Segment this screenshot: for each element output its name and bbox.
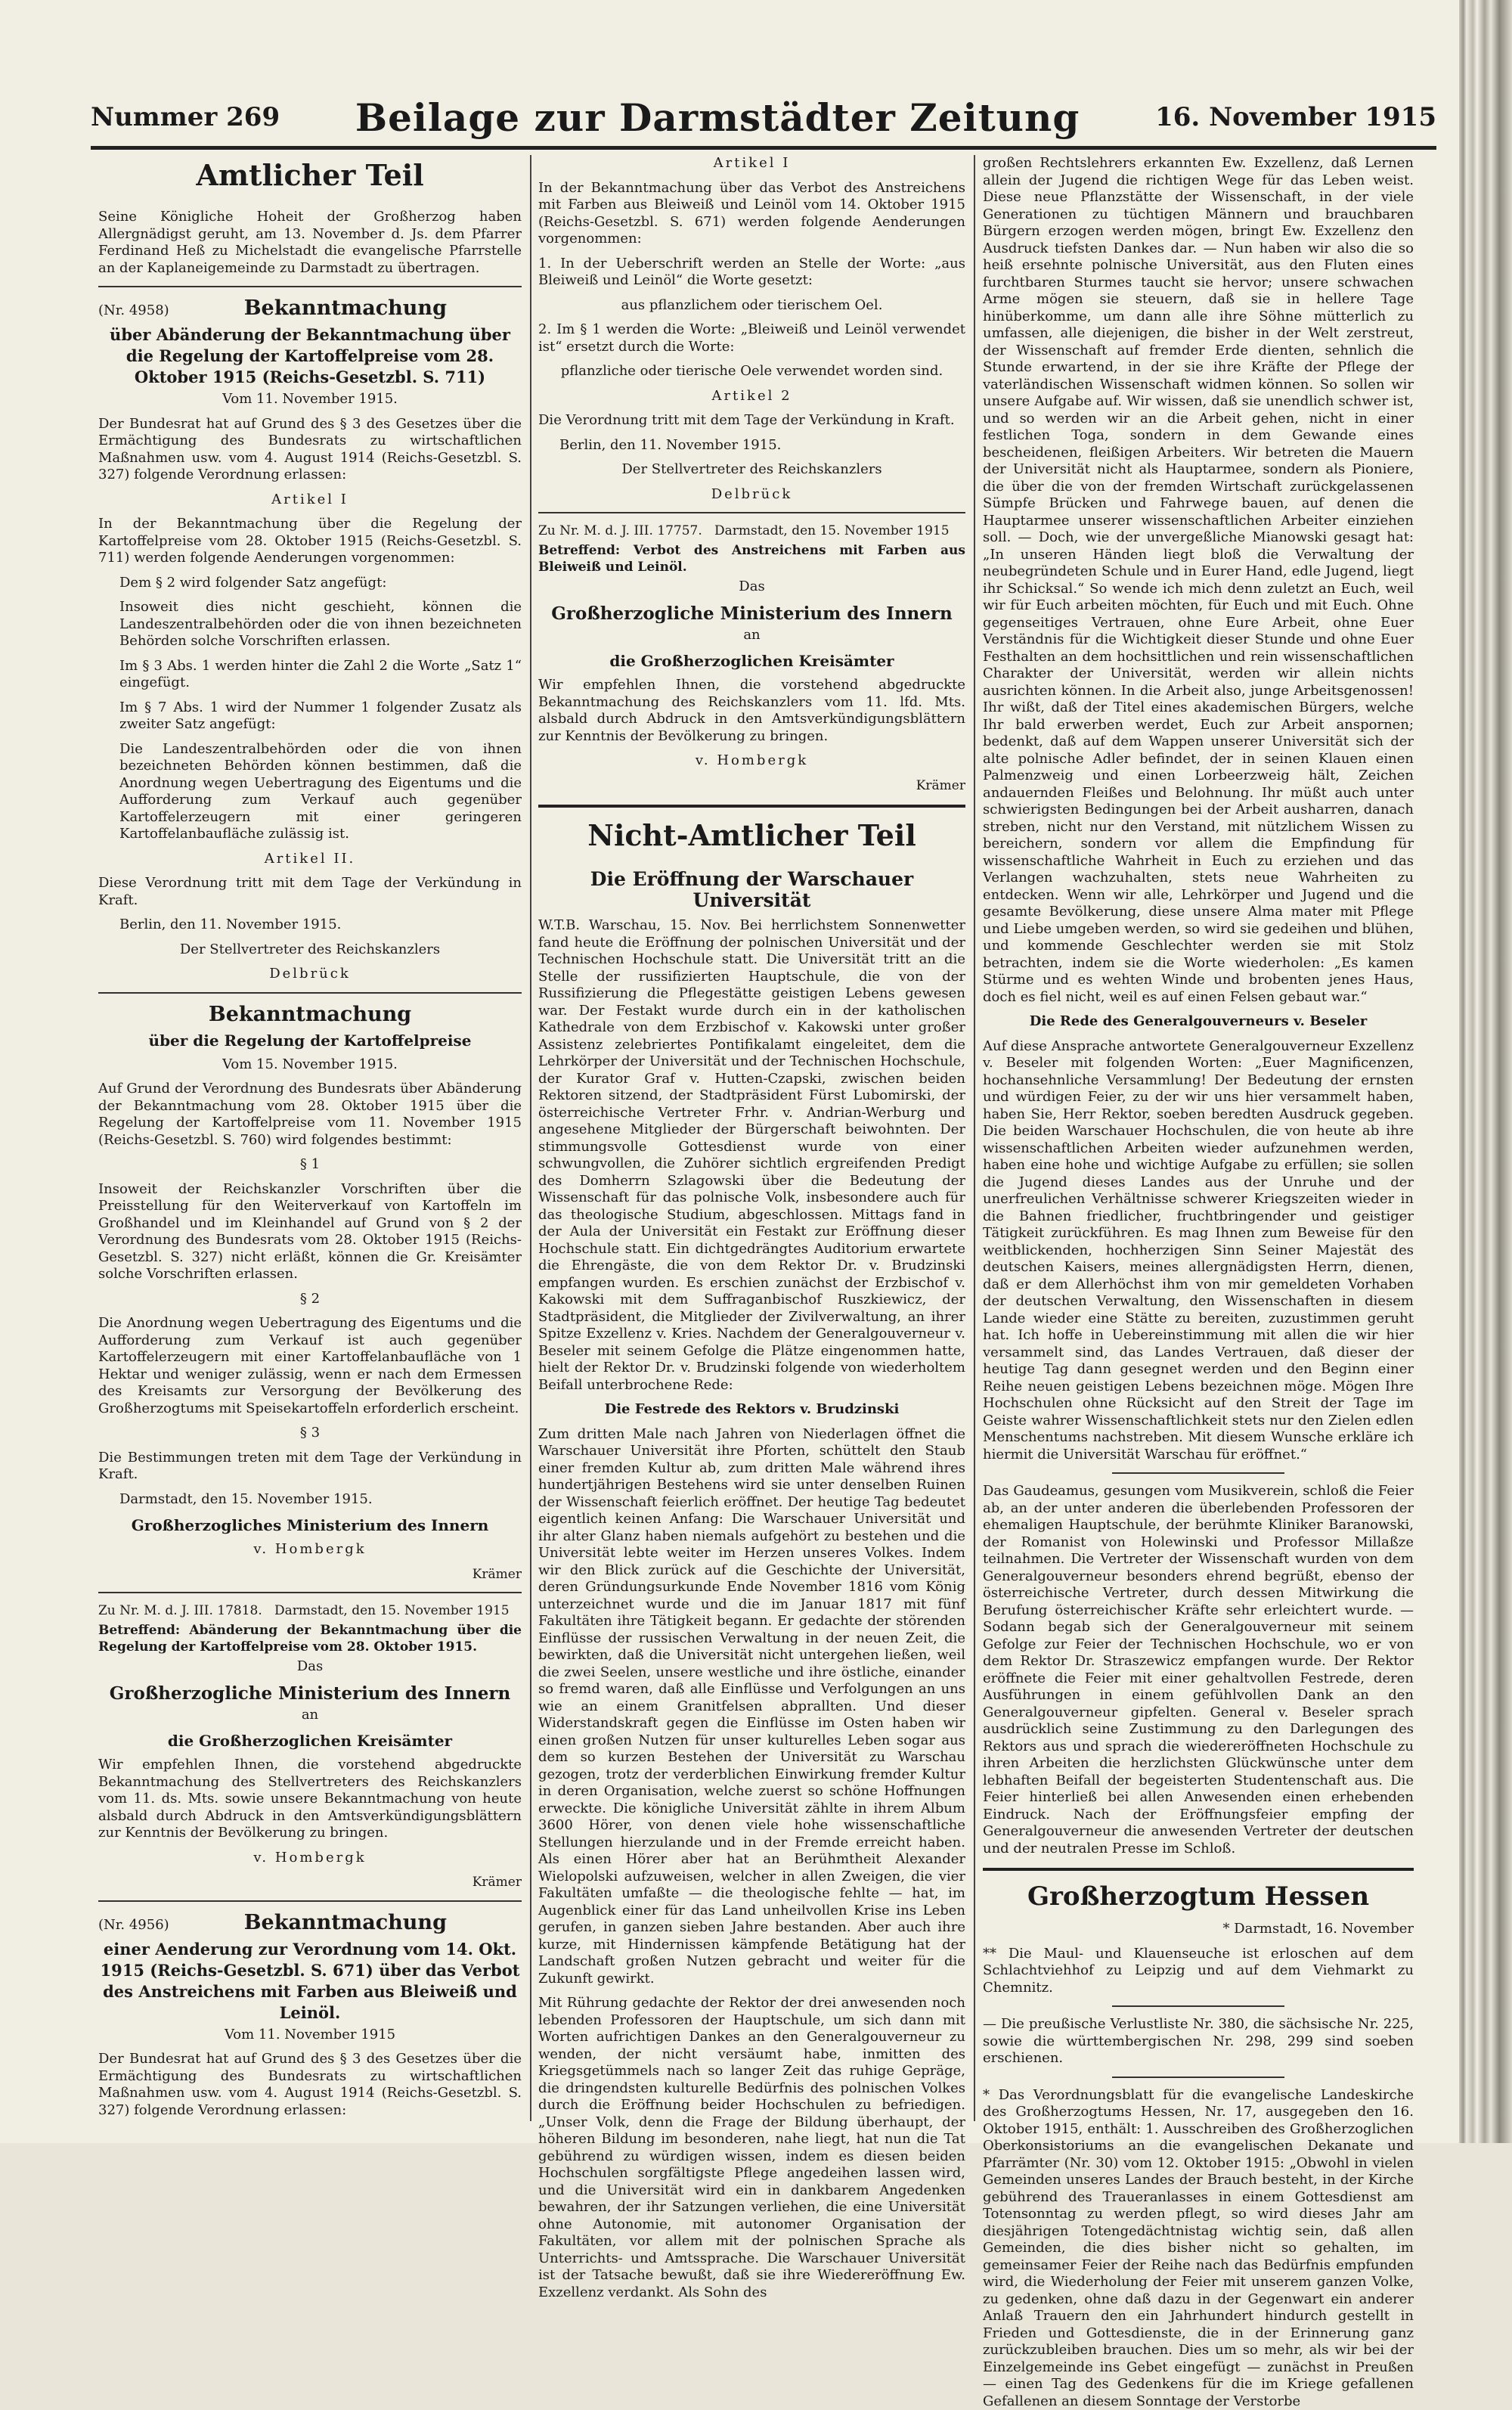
column-2 <box>538 155 965 2121</box>
signature-role: Der Stellvertreter des Reichskanzlers <box>98 941 522 959</box>
notice-subtitle: über die Regelung der Kartoffelpreise <box>98 1031 522 1050</box>
divider <box>538 805 965 808</box>
clerk-name: Krämer <box>538 777 965 795</box>
paragraph: Wir empfehlen Ihnen, die vorstehend abgedruckte Bekanntmachung des Stellvertreters des Reichskanzlers vom 11. ds. Mts. sowie unsere Bekanntmachung von heute alsbald durch Abdruck in den Amtsverkündigungsblättern zur Kenntnis der Bevölkerung zu bringen. <box>98 1757 522 1842</box>
notice-title: Bekanntmachung <box>98 1003 522 1026</box>
paragraph: Die Anordnung wegen Uebertragung des Eigentums und die Aufforderung zum Verkauf ist auch gegenüber Kartoffelerzeugern mit einer Kartoffelanbaufläche von 1 Hektar und weniger zulässig, wenn er nach dem Ermessen des Kreisamts zur Versorgung der Bevölkerung des Großherzogtums mit Speisekartoffeln erforderlich erscheint. <box>98 1315 522 1417</box>
paragraph: Diese Verordnung tritt mit dem Tage der Verkündung in Kraft. <box>98 875 522 909</box>
clerk-name: Krämer <box>98 1874 522 1891</box>
paragraph: Auf Grund der Verordnung des Bundesrats über Abänderung der Bekanntmachung vom 28. Oktober 1915 über die Regelung der Kartoffelpreise vom 11. November 1915 (Reichs-Gesetzbl. S. 760) wird folgendes bestimmt: <box>98 1081 522 1149</box>
notice-date: Vom 11. November 1915. <box>98 391 522 408</box>
column-1 <box>98 155 522 2121</box>
ref-date: Darmstadt, den 15. November 1915 <box>714 523 950 538</box>
ref-das: Das <box>98 1658 522 1676</box>
paragraph: Mit Rührung gedachte der Rektor der drei anwesenden noch lebenden Professoren der Hauptschule, um sich dann mit Worten aufrichtigen Dankes an den Generalgouverneur zu wenden, der nicht versäumt habe, inmitten des Kriegsgetümmels nach so langer Zeit das ruhige Gepräge, die dringendsten kulturelle Bedürfnis des polnischen Volkes durch die Eröffnung beider Hochschulen zu befriedigen. „Unser Volk, denn die Frage der Bildung überhaupt, der höheren Bildung im besonderen, nahe liegt, hat nun die Tat gebührend zu würdigen wissen, indem es diesen beiden Hochschulen sorgfältigste Pflege angedeihen lassen wird, und die Universität wird ein in dankbarem Angedenken bewahren, der ihr Satzungen verliehen, die eine Universität ohne Autonomie, mit autonomer Organisation der Fakultäten, vor allem mit der polnischen Sprache als Unterrichts- und Amtssprache. Die Warschauer Universität ist der Tatsache bewußt, daß sie ihre Wiedereröffnung Ew. Exzellenz verdankt. Als Sohn des <box>538 1995 965 2301</box>
notice-number: (Nr. 4958) <box>98 302 169 318</box>
section-title: Nicht-Amtlicher Teil <box>538 818 965 852</box>
ref-an: an <box>538 627 965 644</box>
column-divider <box>530 155 531 2121</box>
section-sign: § 3 <box>98 1425 522 1442</box>
divider <box>1112 2005 1284 2007</box>
paragraph: 2. Im § 1 werden die Worte: „Bleiweiß und Leinöl verwendet ist“ ersetzt durch die Worte: <box>538 321 965 355</box>
notice-number: (Nr. 4956) <box>98 1917 169 1933</box>
divider <box>983 1868 1414 1871</box>
paragraph: Die Landeszentralbehörden oder die von ihnen bezeichneten Behörden können bestimmen, daß die Anordnung wegen Uebertragung des Eigentums und die Aufforderung zum Verkauf auch gegenüber Kartoffelerzeugern mit einer geringeren Kartoffelanbaufläche zulässig ist. <box>98 741 522 843</box>
ministry-name: Großherzogliches Ministerium des Innern <box>98 1515 522 1535</box>
divider <box>98 1900 522 1902</box>
ref-id: Zu Nr. M. d. J. III. 17757. <box>538 523 702 538</box>
paragraph: Dem § 2 wird folgender Satz angefügt: <box>98 575 522 592</box>
column-divider <box>974 155 975 2121</box>
ref-an: an <box>98 1707 522 1724</box>
notice-place: Darmstadt, den 15. November 1915. <box>98 1491 522 1509</box>
subheading: Die Rede des Generalgouverneurs v. Beseler <box>983 1013 1414 1031</box>
issue-date: 16. November 1915 <box>1155 102 1436 132</box>
signature-name: v. Hombergk <box>538 752 965 770</box>
ref-subject: Betreffend: Abänderung der Bekanntmachung über die Regelung der Kartoffelpreise vom 28. Oktober 1915. <box>98 1622 522 1655</box>
paragraph: Wir empfehlen Ihnen, die vorstehend abgedruckte Bekanntmachung des Reichskanzlers vom 11. lfd. Mts. alsbald durch Abdruck in den Amtsverkündigungsblättern zur Kenntnis der Bevölkerung zu bringen. <box>538 677 965 745</box>
ref-subject: Betreffend: Verbot des Anstreichens mit Farben aus Bleiweiß und Leinöl. <box>538 542 965 575</box>
article-heading: Artikel 2 <box>538 388 965 405</box>
divider <box>1112 2077 1284 2078</box>
article-heading: Artikel I <box>538 155 965 172</box>
article-heading: Artikel II. <box>98 851 522 868</box>
recipient: die Großherzoglichen Kreisämter <box>538 651 965 671</box>
signature-place: Berlin, den 11. November 1915. <box>98 917 522 934</box>
paper-title: Beilage zur Darmstädter Zeitung <box>355 95 1080 140</box>
paragraph: Auf diese Ansprache antwortete Generalgouverneur Exzellenz v. Beseler mit folgenden Worten: „Euer Magnificenzen, hochansehnliche Versammlung! Der Bedeutung der ernsten und würdigen Feier, zu der wir uns hier versammelt haben, haben Sie, Herr Rektor, soeben beredten Ausdruck gegeben. Die beiden Warschauer Hochschulen, die von heute ab ihre wissenschaftlichen Arbeiten wieder aufzunehmen werden, haben eine hohe und wichtige Aufgabe zu erfüllen; sie sollen die Jugend dieses Landes aus der Unruhe und der unerfreulichen Verhältnisse schwerer Kriegszeiten wieder in die Bahnen friedlicher, fruchtbringender und geistiger Tätigkeit zurückführen. Es mag Ihnen zum Beweise für den weitblickenden, hochherzigen Sinn Seiner Majestät des deutschen Kaisers, meines allergnädigsten Herrn, dienen, daß er dem Allerhöchst ihm von mir gemeldeten Vorhaben der deutschen Verwaltung, den Wissenschaften in diesem Lande wieder eine Stätte zu bereiten, zuzustimmen geruht hat. Ich hoffe in Uebereinstimmung mit allen die wir hier versammelt sind, das Landes Vertrauen, daß dieser der heutige Tag dann gesegnet werden und den Beginn einer Reihe neuen geistigen Lebens bezeichnen möge. Mögen Ihre Hochschulen ohne Rücksicht auf den Streit der Tage im Geiste wahrer Wissenschaftlichkeit stets nur den Zielen edlen Menschentums nachstreben. Mit diesem Wunsche erkläre ich hiermit die Universität Warschau für eröffnet.“ <box>983 1038 1414 1464</box>
signature-place: Berlin, den 11. November 1915. <box>538 437 965 454</box>
paragraph: Im § 3 Abs. 1 werden hinter die Zahl 2 die Worte „Satz 1“ eingefügt. <box>98 658 522 692</box>
ref-das: Das <box>538 578 965 596</box>
signature-name: v. Hombergk <box>98 1850 522 1867</box>
ministry-name: Großherzogliche Ministerium des Innern <box>98 1683 522 1704</box>
paragraph: W.T.B. Warschau, 15. Nov. Bei herrlichstem Sonnenwetter fand heute die Eröffnung der polnischen Universität und der Technischen Hochschule statt. Die Universität tritt an die Stelle der russifizierten Hauptschule, die von der Russifizierung die Pflegestätte geistigen Lebens gewesen war. Der Festakt wurde durch ein in der katholischen Kathedrale von dem Erzbischof v. Kakowski unter großer Assistenz zelebriertes Pontifikalamt eingeleitet, dem die Lehrkörper der Universität und der Technischen Hochschule, der Kurator Graf v. Hutten-Czapski, zwischen beiden Rektoren sitzend, der Stadtpräsident Fürst Lubomirski, der österreichische Vertreter Frhr. v. Andrian-Werburg und angesehene Mitglieder der Bürgerschaft beiwohnten. Der stimmungsvolle Gottesdienst wurde von einer schwungvollen, die Zuhörer sichtlich ergreifenden Predigt des Domherrn Szlagowski über die Bedeutung der Wissenschaft für das polnische Volk, insbesondere auch für das theologische Studium, abgeschlossen. Mittags fand in der Aula der Universität ein Festakt zur Eröffnung dieser Hochschule statt. Ein dichtgedrängtes Auditorium erwartete die Ehrengäste, die von dem Rektor Dr. v. Brudzinski empfangen wurden. Es erschien zunächst der Erzbischof v. Kakowski mit dem Suffraganbischof Ruszkiewicz, der Stadtpräsident, die Mitglieder der Zivilverwaltung, an ihrer Spitze Exzellenz v. Kries. Nachdem der Generalgouverneur v. Beseler mit seinem Gefolge die Plätze eingenommen hatte, hielt der Rektor Dr. v. Brudzinski folgende von wiederholtem Beifall unterbrochene Rede: <box>538 917 965 1394</box>
subheading: Die Festrede des Rektors v. Brudzinski <box>538 1401 965 1419</box>
paragraph: Seine Königliche Hoheit der Großherzog haben Allergnädigst geruht, am 13. November d. Js. dem Pfarrer Ferdinand Heß zu Michelstadt die evangelische Pfarrstelle an der Kaplaneigemeinde zu Darmstadt zu übertragen. <box>98 209 522 277</box>
divider <box>98 992 522 994</box>
article-heading: Artikel I <box>98 492 522 509</box>
ref-number <box>538 523 965 539</box>
paragraph: großen Rechtslehrers erkannten Ew. Exzellenz, daß Lernen allein der Jugend die richtigen Wege für das Leben weist. Diese neue Pflanzstätte der Wissenschaft, in der viele Generationen zu tüchtigen Männern und brauchbaren Bürgern erzogen werden mögen, bringt Ew. Exzellenz den Ausdruck tiefsten Dankes dar. — Nun haben wir also die so heiß ersehnte polnische Universität, aus den Fluten eines furchtbaren Sturmes taucht sie hervor; unsere schwachen Arme mögen sie steuern, daß sie in hellere Tage hinüberkomme, um dann alle ihre Söhne mütterlich zu umfassen, alle diejenigen, die bisher in der Welt zerstreut, der Wissenschaft auf fremder Erde dienten, sehnlich die Stunde erwartend, in der sie ihre Kräfte der Pflege der vaterländischen Wissenschaft widmen können. So sollen wir unsere Aufgabe auf. Wir wissen, daß sie unendlich schwer ist, und so werden wir an die Arbeit gehen, nicht in einer festlichen Toga, sondern in dem Gewande eines bescheidenen, fleißigen Arbeiters. Wir betreten die Mauern der Universität nicht als Hauptarmee, sondern als Pioniere, die über die von der fremden Wirtschaft zurückgelassenen Sümpfe Brücken und Fahrwege bauen, auf denen die Hauptarmee unserer wissenschaftlichen Arbeiter einziehen soll. — Doch, wie der unvergeßliche Mianowski gesagt hat: „In unseren Händen liegt bloß die Verwaltung der neubegründeten Schule und in Eurer Hand, edle Jugend, liegt ihr Schicksal.“ So wende ich mich denn zuletzt an Euch, weil wir für Euch arbeiten möchten, für Euch und mit Euch. Ohne gegenseitiges Vertrauen, ohne Eure Arbeit, ohne Euer Verständnis für die Wichtigkeit dieser Stunde und ohne Euer Festhalten an dem hochsittlichen und rein wissenschaftlichen Charakter der Universität, werden wir allein nichts ausrichten können. In die Arbeit also, junge Arbeitsgenossen! Ihr wißt, daß der Titel eines akademischen Bürgers, welche Ihr bald erwerben werdet, Euch zur Arbeit anspornen; bedenkt, daß auf dem Wappen unserer Universität sich der alte polnische Adler befindet, der in seinen Klauen einen Palmenzweig und einen Lorbeerzweig hält, Zeichen andauernden Fleißes und Belohnung. Ihr müßt auch unter schwierigsten Bedingungen bei der Arbeit ausharren, danach streben, nicht nur den Verstand, mit nützlichem Wissen zu bereichern, sondern vor allem die Empfindung für wissenschaftliche Wahrheit in Euch zu erziehen und das Verlangen wachzuhalten, stets neue Wahrheiten zu entdecken. Wenn wir alle, Lehrkörper und Jugend und die gesamte Bevölkerung, diese unsere Alma mater mit Pflege und Liebe umgeben werden, so wird sie gedeihen und blühen, und kommende Geschlechter werden sie mit Stolz betrachten, indem sie die Worte wiederholen: „Es kamen Stürme und es wehten Winde und brobenten jenes Haus, doch es fiel nicht, weil es auf einen Felsen gebaut war.“ <box>983 155 1414 1006</box>
clerk-name: Krämer <box>98 1566 522 1583</box>
notice-subtitle: einer Aenderung zur Verordnung vom 14. Okt. 1915 (Reichs-Gesetzbl. S. 671) über das Verbot des Anstreichens mit Farben aus Bleiweiß und Leinöl. <box>98 1939 522 2024</box>
section-title: Großherzogtum Hessen <box>983 1881 1414 1912</box>
masthead <box>91 91 1436 144</box>
section-sign: § 1 <box>98 1156 522 1174</box>
section-sign: § 2 <box>98 1291 522 1308</box>
signature-name: Delbrück <box>538 486 965 504</box>
notice-title: Bekanntmachung <box>169 1911 522 1934</box>
recipient: die Großherzoglichen Kreisämter <box>98 1731 522 1751</box>
dateline: * Darmstadt, 16. November <box>983 1921 1414 1938</box>
paragraph: * Das Verordnungsblatt für die evangelische Landeskirche des Großherzogtums Hessen, Nr. 17, ausgegeben den 16. Oktober 1915, enthält: 1. Ausschreiben des Großherzoglichen Oberkonsistoriums an die evangelischen Dekanate und Pfarrämter (Nr. 30) vom 12. Oktober 1915: „Obwohl in vielen Gemeinden unseres Landes der Brauch besteht, in der Kirche gebührend des Traueranlasses in einem Gottesdienst am Totensonntag zu werden pflegt, so wird dieses Jahr am diesjährigen Totengedächtnistag wichtig sein, daß allen Gemeinden, die dies bisher nicht so gehalten, im gemeinsamer Feier der Reihe nach das Bedürfnis empfunden wird, die Wiederholung der Feier mit unserem ganzen Volke, zu gedenken, ohne daß dazu in der Gegenwart ein anderer Anlaß Trauern den ein Jahrhundert hindurch gestellt in Frieden und Gottesdienste, die in der Erinnerung ganz zurückzubleiben brauchen. Dies um so mehr, als wir bei der Einzelgemeinde ins Gebet eingefügt — zunächst in Preußen — einen Tag des Gedenkens für die im Kriege gefallenen Gefallenen an diesem Sonntage der Verstorbe <box>983 2087 1414 2410</box>
ministry-name: Großherzogliche Ministerium des Innern <box>538 603 965 624</box>
notice-date: Vom 11. November 1915 <box>98 2027 522 2044</box>
paragraph: Der Bundesrat hat auf Grund des § 3 des Gesetzes über die Ermächtigung des Bundesrats zu wirtschaftlichen Maßnahmen usw. vom 4. August 1914 (Reichs-Gesetzbl. S. 327) folgende Verordnung erlassen: <box>98 416 522 484</box>
paragraph: In der Bekanntmachung über die Regelung der Kartoffelpreise vom 28. Oktober 1915 (Reichs-Gesetzbl. S. 711) werden folgende Aenderungen vorgenommen: <box>98 516 522 567</box>
page-edge <box>1459 0 1512 2143</box>
paragraph: Insoweit der Reichskanzler Vorschriften über die Preisstellung für den Weiterverkauf von Kartoffeln im Großhandel und im Kleinhandel auf Grund von § 2 der Verordnung des Bundesrats vom 28. Oktober 1915 (Reichs-Gesetzbl. S. 327) nicht erläßt, können die Gr. Kreisämter solche Vorschriften erlassen. <box>98 1181 522 1283</box>
notice-date: Vom 15. November 1915. <box>98 1056 522 1074</box>
article-title: Die Eröffnung der Warschauer Universität <box>538 869 965 911</box>
ref-date: Darmstadt, den 15. November 1915 <box>274 1603 510 1618</box>
paragraph: Die Bestimmungen treten mit dem Tage der Verkündung in Kraft. <box>98 1450 522 1484</box>
paragraph: Insoweit dies nicht geschieht, können die Landeszentralbehörden oder die von ihnen bezeichneten Behörden solche Vorschriften erlassen. <box>98 599 522 650</box>
paragraph: Zum dritten Male nach Jahren von Niederlagen öffnet die Warschauer Universität ihre Pforten, schüttelt den Staub einer fremden Kultur ab, zum dritten Male während ihres hundertjährigen Bestehens wird sie unter denselben Ruinen der Wissenschaft feierlich eröffnet. Der heutige Tag bedeutet eigentlich keinen Anfang: Die Warschauer Universität und ihr alter Glanz haben niemals aufgehört zu bestehen und die Universität lebte weiter im Herzen unseres Volkes. Indem wir den Blick zurück auf die Geschichte der Universität, deren Gründungsurkunde Ende November 1816 vom König unterzeichnet wurde und die im Januar 1817 mit fünf Fakultäten ihre Tätigkeit begann. Er gedachte der störenden Einflüsse der russischen Verwaltung in der neuen Zeit, die bewirkten, daß die Universität nicht untergehen ließen, weil die zwei Seelen, unsere westliche und ihre östliche, einander so fremd waren, daß alle Einflüsse und Verfolgungen an uns wie an einem Granitfelsen abprallten. Und dieser Widerstandskraft gegen die Einflüsse im Osten haben wir einen großen Nutzen für unser kulturelles Leben sogar aus dem so kurzen Bestehen der Universität zu Warschau gezogen, trotz der verderblichen Einwirkung fremder Kultur in deren Organisation, welche zuerst so schöne Hoffnungen erweckte. Die königliche Universität zählte in ihrem Album 3600 Hörer, von denen viele hohe wissenschaftliche Stellungen hierzulande und in der Fremde erreicht haben. Als einen Hörer aber hat an Berühmtheit Alexander Wielopolski aufzuweisen, welcher in allen Zweigen, die vier Fakultäten umfaßte — die theologische fehlte — hat, im Augenblick einer für das Land unheilvollen Krise ins Leben gerufen, in ganzen sieben Jahre bestanden. Aber auch ihre kurze, mit Hindernissen kämpfende Betätigung hat der Landschaft großen Nutzen gebracht und weiter für die Zukunft gewirkt. <box>538 1426 965 1988</box>
paragraph: Der Bundesrat hat auf Grund des § 3 des Gesetzes über die Ermächtigung des Bundesrats zu wirtschaftlichen Maßnahmen usw. vom 4. August 1914 (Reichs-Gesetzbl. S. 327) folgende Verordnung erlassen: <box>98 2051 522 2119</box>
paragraph: — Die preußische Verlustliste Nr. 380, die sächsische Nr. 225, sowie die württembergischen Nr. 298, 299 sind soeben erschienen. <box>983 2016 1414 2067</box>
paragraph: aus pflanzlichem oder tierischem Oel. <box>538 297 965 315</box>
ref-id: Zu Nr. M. d. J. III. 17818. <box>98 1603 262 1618</box>
notice-title: Bekanntmachung <box>169 296 522 320</box>
paragraph: 1. In der Ueberschrift werden an Stelle der Worte: „aus Bleiweiß und Leinöl“ die Worte gesetzt: <box>538 256 965 290</box>
notice-header <box>98 1911 522 1934</box>
divider <box>538 512 965 513</box>
paragraph: Das Gaudeamus, gesungen vom Musikverein, schloß die Feier ab, an der unter anderen die überlebenden Professoren der ehemaligen Hauptschule, der berühmte Kliniker Baranowski, der Romanist von Holewinski und Professor Millaßze teilnahmen. Die Vertreter der Wissenschaft wurden von dem Generalgouverneur besonders ehrend begrüßt, ebenso der österreichische Vertreter, durch dessen Mitwirkung die Berufung österreichischer Kräfte sehr erleichtert wurde. — Sodann begab sich der Generalgouverneur mit seinem Gefolge zur Feier der Technischen Hochschule, wo er von dem Rektor Dr. Straszewicz empfangen wurde. Der Rektor eröffnete die Feier mit einer gehaltvollen Festrede, deren Ausführungen in einem gefühlvollen Dank an den Generalgouverneur gipfelten. General v. Beseler sprach ausdrücklich seine Zustimmung zu den Darlegungen des Rektors aus und sprach die wiedereröffneten Hochschule zu ihren Arbeiten die herzlichsten Glückwünsche unter dem lebhaften Beifall der begeisterten Studentenschaft aus. Die Feier hinterließ bei allen Anwesenden einen erhebenden Eindruck. Nach der Eröffnungsfeier empfing der Generalgouverneur die anwesenden Vertreter der deutschen und der neutralen Presse im Schloß. <box>983 1483 1414 1857</box>
paragraph: ** Die Maul- und Klauenseuche ist erloschen auf dem Schlachtviehhof zu Leipzig und auf dem Viehmarkt zu Chemnitz. <box>983 1946 1414 1997</box>
ref-number <box>98 1602 522 1619</box>
signature-role: Der Stellvertreter des Reichskanzlers <box>538 461 965 479</box>
masthead-rule <box>91 146 1436 150</box>
signature-name: Delbrück <box>98 966 522 983</box>
paragraph: Im § 7 Abs. 1 wird der Nummer 1 folgender Zusatz als zweiter Satz angefügt: <box>98 699 522 734</box>
column-3 <box>983 155 1414 2121</box>
paragraph: Die Verordnung tritt mit dem Tage der Verkündung in Kraft. <box>538 412 965 430</box>
paragraph: In der Bekanntmachung über das Verbot des Anstreichens mit Farben aus Bleiweiß und Leinöl vom 14. Oktober 1915 (Reichs-Gesetzbl. S. 671) werden folgende Aenderungen vorgenommen: <box>538 180 965 248</box>
notice-header <box>98 296 522 320</box>
signature-name: v. Hombergk <box>98 1541 522 1559</box>
divider <box>98 1592 522 1593</box>
paragraph: pflanzliche oder tierische Oele verwendet worden sind. <box>538 363 965 380</box>
notice-subtitle: über Abänderung der Bekanntmachung über die Regelung der Kartoffelpreise vom 28. Oktober 1915 (Reichs-Gesetzbl. S. 711) <box>98 324 522 388</box>
section-title: Amtlicher Teil <box>98 158 522 192</box>
divider <box>98 286 522 287</box>
issue-number: Nummer 269 <box>91 102 280 132</box>
divider <box>1112 1472 1284 1474</box>
